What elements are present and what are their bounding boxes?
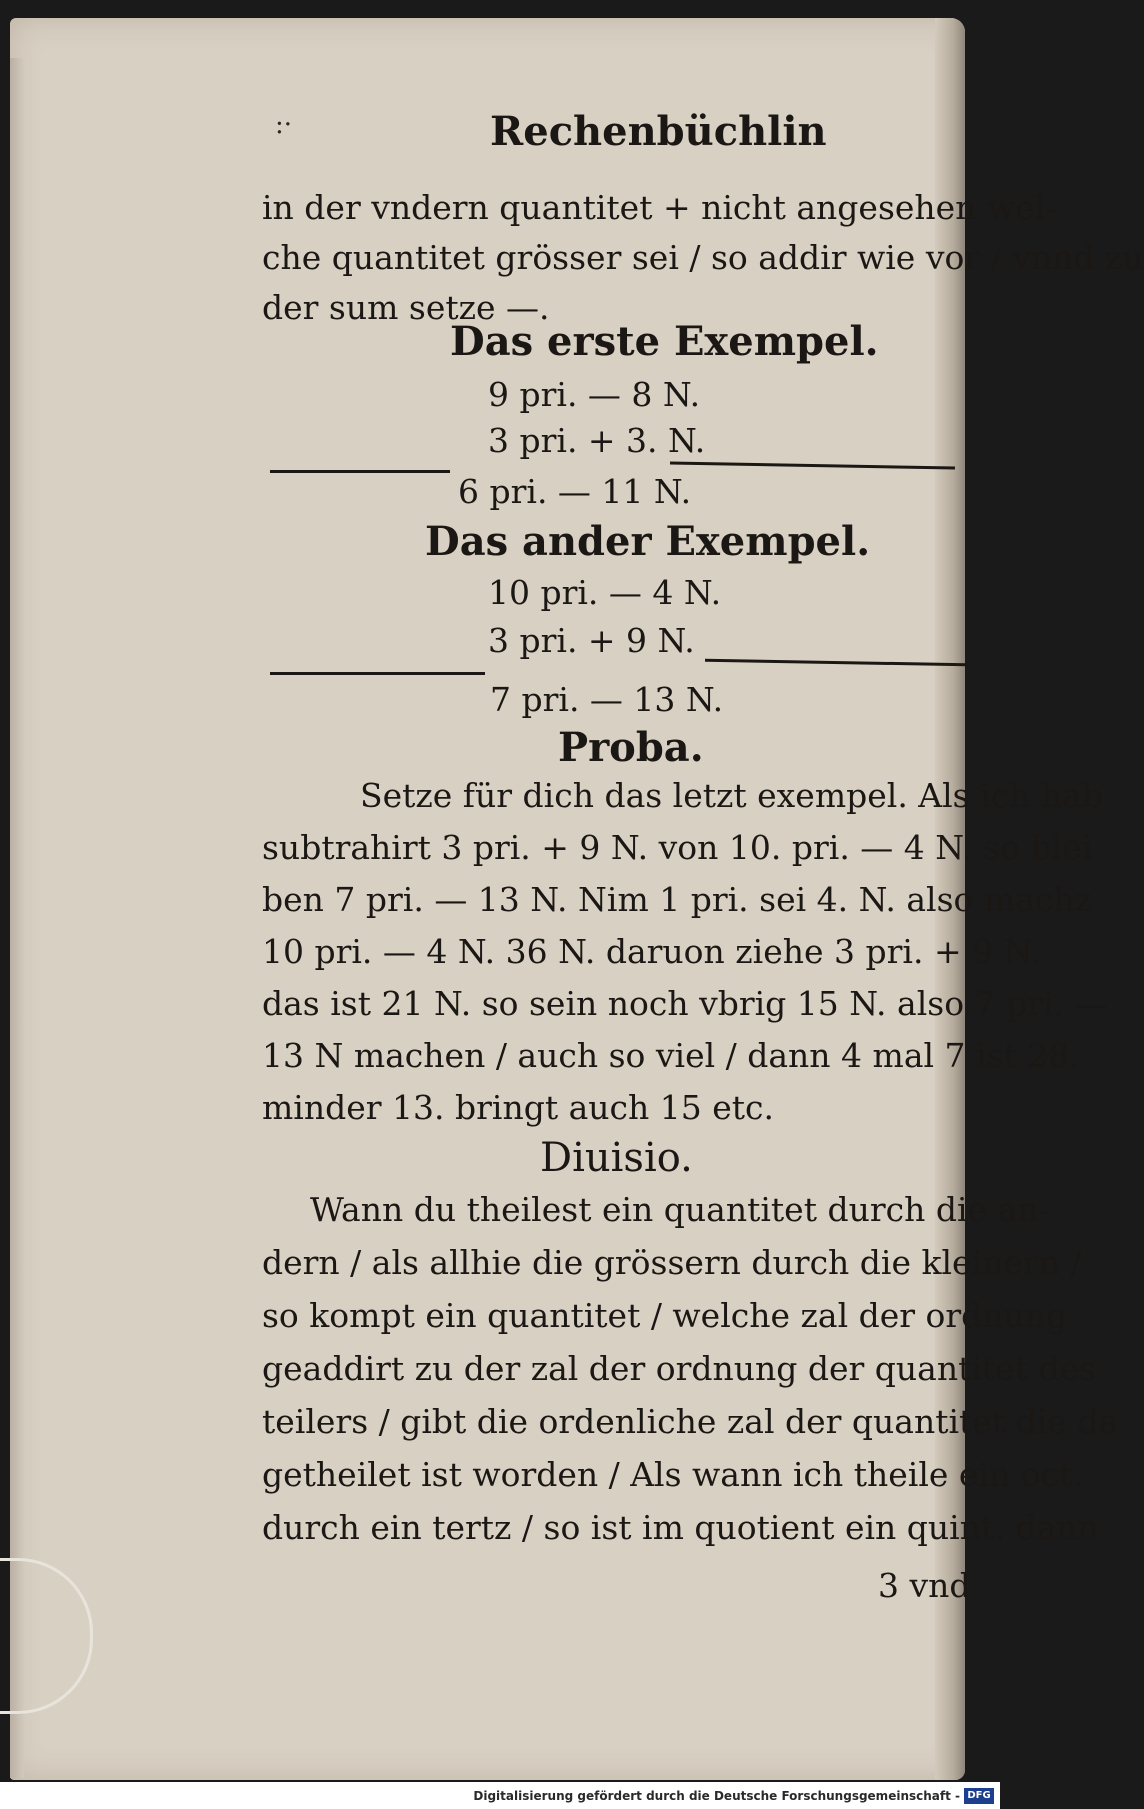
- intro-line-3: der sum setze —.: [262, 288, 550, 327]
- example2-result: 7 pri. — 13 N.: [490, 680, 724, 719]
- proba-line-5: das ist 21 N. so sein noch vbrig 15 N. also 7 pri. —: [262, 984, 1108, 1023]
- diuisio-line-1: Wann du theilest ein quantitet durch die an-: [310, 1190, 1050, 1229]
- proba-line-4: 10 pri. — 4 N. 36 N. daruon ziehe 3 pri. + 9 N.: [262, 932, 1041, 971]
- proba-line-7: minder 13. bringt auch 15 etc.: [262, 1088, 774, 1127]
- intro-line-2: che quantitet grösser sei / so addir wie vor / vnnd zu: [262, 238, 1144, 277]
- example1-line-2: 3 pri. + 3. N.: [488, 421, 706, 460]
- header-marks: :·: [275, 110, 293, 140]
- diuisio-line-3: so kompt ein quantitet / welche zal der ordnung: [262, 1296, 1068, 1335]
- proba-line-3: ben 7 pri. — 13 N. Nim 1 pri. sei 4. N. also machz: [262, 880, 1092, 919]
- example2-rule-left: [270, 672, 485, 675]
- footer-credit: Digitalisierung gefördert durch die Deutsche Forschungsgemeinschaft -: [473, 1789, 960, 1803]
- catchword: 3 vnd: [878, 1566, 971, 1605]
- intro-line-1: in der vndern quantitet + nicht angesehen wel-: [262, 188, 1057, 227]
- dfg-logo: DFG: [964, 1788, 994, 1804]
- example1-rule-left: [270, 470, 450, 473]
- example2-line-1: 10 pri. — 4 N.: [488, 573, 722, 612]
- diuisio-line-6: getheilet ist worden / Als wann ich theile ein oct.: [262, 1455, 1083, 1494]
- page-left-edge: [10, 58, 24, 1778]
- diuisio-line-2: dern / als allhie die grössern durch die kleinern /: [262, 1243, 1082, 1282]
- proba-line-1: Setze für dich das letzt exempel. Als ich hab: [360, 776, 1103, 815]
- proba-line-2: subtrahirt 3 pri. + 9 N. von 10. pri. — 4 N. so blei: [262, 828, 1093, 867]
- running-head: Rechenbüchlin: [490, 108, 827, 155]
- example1-line-1: 9 pri. — 8 N.: [488, 375, 701, 414]
- example2-line-2: 3 pri. + 9 N.: [488, 621, 695, 660]
- diuisio-line-4: geaddirt zu der zal der ordnung der quantitet des: [262, 1349, 1097, 1388]
- example1-result: 6 pri. — 11 N.: [458, 472, 692, 511]
- proba-heading: Proba.: [558, 724, 704, 771]
- example1-heading: Das erste Exempel.: [450, 318, 879, 365]
- page-clip-mark: [0, 1558, 93, 1714]
- diuisio-line-5: teilers / gibt die ordenliche zal der quantitet die da: [262, 1402, 1119, 1441]
- proba-line-6: 13 N machen / auch so viel / dann 4 mal 7 ist 28.: [262, 1036, 1080, 1075]
- example2-heading: Das ander Exempel.: [425, 518, 871, 565]
- diuisio-line-7: durch ein tertz / so ist im quotient ein quint. dann: [262, 1508, 1099, 1547]
- diuisio-heading: Diuisio.: [540, 1135, 693, 1181]
